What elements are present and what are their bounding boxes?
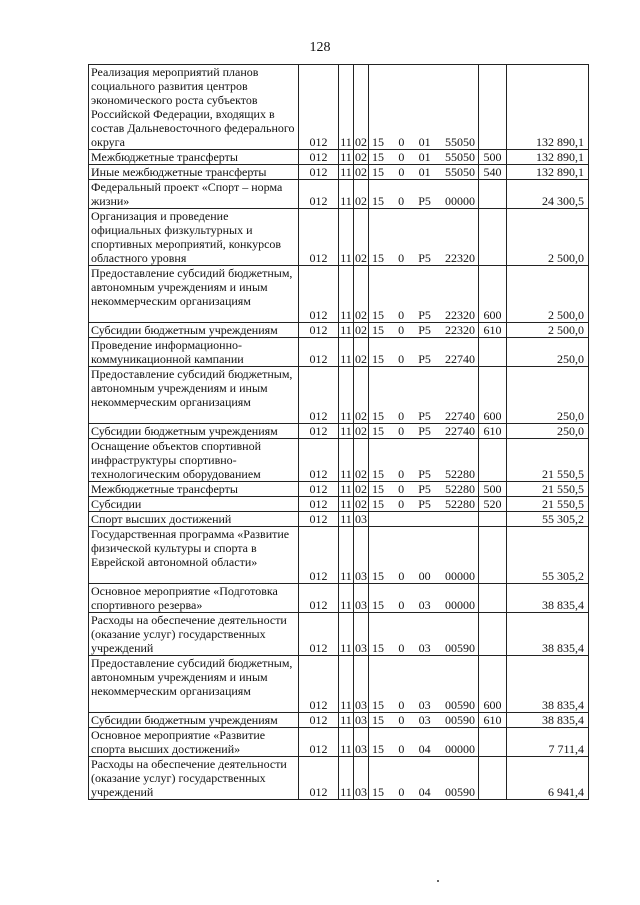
gr-code-cell: 012 bbox=[299, 512, 339, 527]
csr-program: 15 bbox=[372, 194, 384, 208]
csr-direction: 52280 bbox=[444, 497, 475, 511]
csr-subprogram: 0 bbox=[398, 409, 405, 423]
row-name-cell: Субсидии bbox=[89, 497, 299, 512]
table-row bbox=[89, 613, 589, 656]
csr-activity: 00 bbox=[418, 569, 431, 583]
table-row bbox=[89, 323, 589, 338]
csr-code-cell bbox=[369, 512, 479, 527]
csr-code bbox=[370, 598, 477, 612]
row-name-cell: Государственная программа «Развитие физической культуры и спорта в Еврейской автономной области» bbox=[89, 527, 299, 584]
vr-code-cell: 610 bbox=[479, 323, 507, 338]
table-row bbox=[89, 150, 589, 165]
csr-activity: P5 bbox=[418, 482, 431, 496]
csr-activity: P5 bbox=[418, 409, 431, 423]
csr-activity: P5 bbox=[418, 251, 431, 265]
csr-code-cell bbox=[369, 424, 479, 439]
pr-code-cell: 02 bbox=[355, 424, 367, 438]
table-row bbox=[89, 713, 589, 728]
csr-subprogram: 0 bbox=[398, 251, 405, 265]
csr-code-cell bbox=[369, 150, 479, 165]
sum-cell: 21 550,5 bbox=[507, 482, 589, 497]
pr-code-cell: 02 bbox=[355, 165, 367, 179]
pr-code-cell: 02 bbox=[355, 482, 367, 496]
gr-code-cell: 012 bbox=[299, 165, 339, 180]
csr-program: 15 bbox=[372, 165, 384, 179]
table-row bbox=[89, 527, 589, 584]
csr-activity: P5 bbox=[418, 194, 431, 208]
pr-code-cell: 03 bbox=[355, 512, 367, 526]
gr-code-cell: 012 bbox=[299, 482, 339, 497]
csr-direction: 00590 bbox=[444, 713, 475, 727]
csr-code bbox=[370, 308, 477, 322]
sum-cell: 2 500,0 bbox=[507, 266, 589, 323]
csr-program: 15 bbox=[372, 497, 384, 511]
csr-subprogram: 0 bbox=[398, 165, 405, 179]
gr-code-cell: 012 bbox=[299, 728, 339, 757]
rz-code-cell: 11 bbox=[340, 482, 352, 496]
table-row bbox=[89, 728, 589, 757]
pr-code-cell: 02 bbox=[354, 209, 369, 266]
pr-code-cell: 03 bbox=[354, 728, 369, 757]
row-name-cell: Межбюджетные трансферты bbox=[89, 150, 299, 165]
csr-program: 15 bbox=[372, 467, 384, 481]
gr-code-cell: 012 bbox=[299, 656, 339, 713]
sum-cell: 250,0 bbox=[507, 338, 589, 367]
csr-code bbox=[370, 323, 477, 337]
csr-direction: 55050 bbox=[444, 165, 475, 179]
vr-code-cell: 600 bbox=[479, 656, 507, 713]
gr-code-cell: 012 bbox=[299, 713, 339, 728]
gr-code-cell: 012 bbox=[299, 266, 339, 323]
csr-code bbox=[370, 150, 477, 164]
table-row bbox=[89, 584, 589, 613]
csr-subprogram: 0 bbox=[398, 150, 405, 164]
rz-code-cell: 11 bbox=[339, 757, 354, 800]
gr-code-cell: 012 bbox=[299, 338, 339, 367]
table-row bbox=[89, 209, 589, 266]
csr-code-cell bbox=[369, 323, 479, 338]
csr-subprogram: 0 bbox=[398, 785, 405, 799]
csr-activity: P5 bbox=[418, 467, 431, 481]
csr-direction: 55050 bbox=[444, 150, 475, 164]
gr-code-cell: 012 bbox=[299, 757, 339, 800]
pr-code-cell: 03 bbox=[355, 713, 367, 727]
csr-direction: 00590 bbox=[444, 698, 475, 712]
csr-code-cell bbox=[369, 497, 479, 512]
csr-code-cell bbox=[369, 584, 479, 613]
table-row bbox=[89, 439, 589, 482]
pr-code-cell: 03 bbox=[354, 656, 369, 713]
pr-code-cell: 02 bbox=[354, 338, 369, 367]
csr-code bbox=[370, 482, 477, 496]
csr-subprogram: 0 bbox=[398, 497, 405, 511]
gr-code-cell: 012 bbox=[299, 367, 339, 424]
rz-code-cell: 11 bbox=[339, 338, 354, 367]
vr-code-cell: 600 bbox=[479, 367, 507, 424]
csr-program: 15 bbox=[372, 569, 384, 583]
pr-code-cell: 03 bbox=[354, 584, 369, 613]
rz-code-cell: 11 bbox=[340, 323, 352, 337]
csr-code bbox=[370, 641, 477, 655]
rz-code-cell: 11 bbox=[339, 613, 354, 656]
csr-direction: 00000 bbox=[444, 569, 475, 583]
csr-code bbox=[370, 497, 477, 511]
csr-activity: 03 bbox=[418, 713, 431, 727]
gr-code-cell: 012 bbox=[299, 439, 339, 482]
vr-code-cell bbox=[479, 527, 507, 584]
pr-code-cell: 02 bbox=[354, 65, 369, 150]
rz-code-cell: 11 bbox=[339, 65, 354, 150]
csr-code-cell bbox=[369, 439, 479, 482]
sum-cell: 132 890,1 bbox=[507, 165, 589, 180]
csr-direction: 52280 bbox=[444, 467, 475, 481]
pr-code-cell: 02 bbox=[354, 439, 369, 482]
csr-activity: 01 bbox=[418, 150, 431, 164]
sum-cell: 2 500,0 bbox=[507, 209, 589, 266]
csr-direction: 55050 bbox=[444, 135, 475, 149]
csr-direction: 00590 bbox=[444, 641, 475, 655]
sum-cell: 55 305,2 bbox=[507, 527, 589, 584]
gr-code-cell: 012 bbox=[299, 323, 339, 338]
vr-code-cell: 610 bbox=[479, 713, 507, 728]
sum-cell: 38 835,4 bbox=[507, 613, 589, 656]
sum-cell: 38 835,4 bbox=[507, 656, 589, 713]
row-name-cell: Субсидии бюджетным учреждениям bbox=[89, 424, 299, 439]
table-row bbox=[89, 424, 589, 439]
csr-activity: P5 bbox=[418, 323, 431, 337]
csr-subprogram: 0 bbox=[398, 135, 405, 149]
csr-code-cell bbox=[369, 757, 479, 800]
csr-code-cell bbox=[369, 613, 479, 656]
table-row bbox=[89, 656, 589, 713]
rz-code-cell: 11 bbox=[339, 367, 354, 424]
vr-code-cell: 610 bbox=[479, 424, 507, 439]
gr-code-cell: 012 bbox=[299, 497, 339, 512]
row-name-cell: Предоставление субсидий бюджетным, автономным учреждениям и иным некоммерческим организациям bbox=[89, 656, 299, 713]
csr-subprogram: 0 bbox=[398, 713, 405, 727]
rz-code-cell: 11 bbox=[339, 439, 354, 482]
csr-subprogram: 0 bbox=[398, 194, 405, 208]
csr-activity: 04 bbox=[418, 785, 431, 799]
budget-table bbox=[88, 64, 589, 800]
csr-subprogram: 0 bbox=[398, 352, 405, 366]
csr-activity: 04 bbox=[418, 742, 431, 756]
csr-direction: 22320 bbox=[444, 323, 475, 337]
row-name-cell: Проведение информационно-коммуникационной кампании bbox=[89, 338, 299, 367]
rz-code-cell: 11 bbox=[339, 180, 354, 209]
csr-code-cell bbox=[369, 209, 479, 266]
row-name-cell: Расходы на обеспечение деятельности (оказание услуг) государственных учреждений bbox=[89, 757, 299, 800]
vr-code-cell bbox=[479, 180, 507, 209]
csr-program: 15 bbox=[372, 698, 384, 712]
vr-code-cell bbox=[479, 584, 507, 613]
gr-code-cell: 012 bbox=[299, 180, 339, 209]
gr-code-cell: 012 bbox=[299, 613, 339, 656]
pr-code-cell: 02 bbox=[355, 150, 367, 164]
rz-code-cell: 11 bbox=[340, 424, 352, 438]
csr-code-cell bbox=[369, 180, 479, 209]
vr-code-cell bbox=[479, 65, 507, 150]
csr-subprogram: 0 bbox=[398, 598, 405, 612]
row-name-cell: Предоставление субсидий бюджетным, автономным учреждениям и иным некоммерческим организациям bbox=[89, 266, 299, 323]
csr-code-cell bbox=[369, 713, 479, 728]
csr-activity: 03 bbox=[418, 641, 431, 655]
csr-activity: 03 bbox=[418, 598, 431, 612]
sum-cell: 55 305,2 bbox=[507, 512, 589, 527]
table-row bbox=[89, 180, 589, 209]
csr-program: 15 bbox=[372, 482, 384, 496]
csr-code bbox=[370, 742, 477, 756]
csr-code-cell bbox=[369, 482, 479, 497]
table-row bbox=[89, 65, 589, 150]
rz-code-cell: 11 bbox=[339, 656, 354, 713]
pr-code-cell: 02 bbox=[354, 180, 369, 209]
csr-code-cell bbox=[369, 65, 479, 150]
row-name-cell: Субсидии бюджетным учреждениям bbox=[89, 713, 299, 728]
csr-subprogram: 0 bbox=[398, 641, 405, 655]
gr-code-cell: 012 bbox=[299, 65, 339, 150]
pr-code-cell: 02 bbox=[355, 323, 367, 337]
gr-code-cell: 012 bbox=[299, 527, 339, 584]
sum-cell: 2 500,0 bbox=[507, 323, 589, 338]
csr-code bbox=[370, 165, 477, 179]
csr-direction: 22740 bbox=[444, 352, 475, 366]
row-name-cell: Основное мероприятие «Подготовка спортивного резерва» bbox=[89, 584, 299, 613]
sum-cell: 6 941,4 bbox=[507, 757, 589, 800]
csr-activity: 01 bbox=[418, 135, 431, 149]
vr-code-cell bbox=[479, 512, 507, 527]
table-row bbox=[89, 497, 589, 512]
table-row bbox=[89, 165, 589, 180]
csr-activity: P5 bbox=[418, 497, 431, 511]
csr-direction: 00000 bbox=[444, 598, 475, 612]
csr-subprogram: 0 bbox=[398, 308, 405, 322]
row-name-cell: Организация и проведение официальных физкультурных и спортивных мероприятий, конкурсов областного уровня bbox=[89, 209, 299, 266]
csr-program: 15 bbox=[372, 641, 384, 655]
csr-code-cell bbox=[369, 728, 479, 757]
vr-code-cell bbox=[479, 757, 507, 800]
csr-code-cell bbox=[369, 367, 479, 424]
csr-program: 15 bbox=[372, 742, 384, 756]
rz-code-cell: 11 bbox=[340, 512, 352, 526]
rz-code-cell: 11 bbox=[340, 497, 352, 511]
pr-code-cell: 03 bbox=[354, 613, 369, 656]
vr-code-cell bbox=[479, 209, 507, 266]
table-row bbox=[89, 367, 589, 424]
row-name-cell: Оснащение объектов спортивной инфраструктуры спортивно-технологическим оборудованием bbox=[89, 439, 299, 482]
csr-activity: P5 bbox=[418, 424, 431, 438]
csr-program: 15 bbox=[372, 251, 384, 265]
rz-code-cell: 11 bbox=[339, 209, 354, 266]
sum-cell: 250,0 bbox=[507, 367, 589, 424]
csr-program: 15 bbox=[372, 713, 384, 727]
rz-code-cell: 11 bbox=[339, 584, 354, 613]
row-name-cell: Основное мероприятие «Развитие спорта высших достижений» bbox=[89, 728, 299, 757]
csr-subprogram: 0 bbox=[398, 424, 405, 438]
csr-code bbox=[370, 467, 477, 481]
csr-code bbox=[370, 424, 477, 438]
table-row bbox=[89, 338, 589, 367]
page-number: 128 bbox=[309, 40, 331, 55]
csr-code bbox=[370, 569, 477, 583]
vr-code-cell bbox=[479, 439, 507, 482]
csr-program: 15 bbox=[372, 135, 384, 149]
csr-code bbox=[370, 698, 477, 712]
csr-subprogram: 0 bbox=[398, 323, 405, 337]
csr-activity: P5 bbox=[418, 352, 431, 366]
vr-code-cell bbox=[479, 338, 507, 367]
table-row bbox=[89, 482, 589, 497]
csr-code bbox=[370, 409, 477, 423]
csr-code-cell bbox=[369, 656, 479, 713]
table-row bbox=[89, 757, 589, 800]
vr-code-cell bbox=[479, 613, 507, 656]
row-name-cell: Реализация мероприятий планов социального развития центров экономического роста субъектов Российской Федерации, входящих в состав Дальневосточного федерального округа bbox=[89, 65, 299, 150]
csr-code-cell bbox=[369, 266, 479, 323]
row-name-cell: Федеральный проект «Спорт – норма жизни» bbox=[89, 180, 299, 209]
csr-direction: 52280 bbox=[444, 482, 475, 496]
csr-code-cell bbox=[369, 165, 479, 180]
vr-code-cell: 540 bbox=[479, 165, 507, 180]
csr-direction: 22740 bbox=[444, 424, 475, 438]
csr-code bbox=[370, 713, 477, 727]
table-row bbox=[89, 266, 589, 323]
sum-cell: 24 300,5 bbox=[507, 180, 589, 209]
row-name-cell: Предоставление субсидий бюджетным, автономным учреждениям и иным некоммерческим организациям bbox=[89, 367, 299, 424]
gr-code-cell: 012 bbox=[299, 209, 339, 266]
vr-code-cell: 600 bbox=[479, 266, 507, 323]
csr-program: 15 bbox=[372, 424, 384, 438]
page-dot bbox=[437, 880, 439, 882]
csr-direction: 22320 bbox=[444, 251, 475, 265]
csr-subprogram: 0 bbox=[398, 569, 405, 583]
csr-program: 15 bbox=[372, 323, 384, 337]
csr-activity: 03 bbox=[418, 698, 431, 712]
vr-code-cell: 500 bbox=[479, 482, 507, 497]
vr-code-cell bbox=[479, 728, 507, 757]
csr-direction: 00590 bbox=[444, 785, 475, 799]
sum-cell: 38 835,4 bbox=[507, 584, 589, 613]
row-name-cell: Спорт высших достижений bbox=[89, 512, 299, 527]
pr-code-cell: 03 bbox=[354, 527, 369, 584]
sum-cell: 38 835,4 bbox=[507, 713, 589, 728]
row-name-cell: Расходы на обеспечение деятельности (оказание услуг) государственных учреждений bbox=[89, 613, 299, 656]
csr-direction: 00000 bbox=[444, 194, 475, 208]
csr-program: 15 bbox=[372, 308, 384, 322]
gr-code-cell: 012 bbox=[299, 424, 339, 439]
csr-direction: 22320 bbox=[444, 308, 475, 322]
pr-code-cell: 02 bbox=[355, 497, 367, 511]
rz-code-cell: 11 bbox=[340, 713, 352, 727]
row-name-cell: Иные межбюджетные трансферты bbox=[89, 165, 299, 180]
csr-activity: 01 bbox=[418, 165, 431, 179]
csr-code bbox=[370, 194, 477, 208]
vr-code-cell: 500 bbox=[479, 150, 507, 165]
gr-code-cell: 012 bbox=[299, 584, 339, 613]
pr-code-cell: 02 bbox=[354, 367, 369, 424]
rz-code-cell: 11 bbox=[339, 728, 354, 757]
sum-cell: 21 550,5 bbox=[507, 439, 589, 482]
sum-cell: 132 890,1 bbox=[507, 150, 589, 165]
csr-activity: P5 bbox=[418, 308, 431, 322]
table-row bbox=[89, 512, 589, 527]
sum-cell: 21 550,5 bbox=[507, 497, 589, 512]
csr-subprogram: 0 bbox=[398, 742, 405, 756]
csr-direction: 00000 bbox=[444, 742, 475, 756]
csr-program: 15 bbox=[372, 150, 384, 164]
csr-code-cell bbox=[369, 338, 479, 367]
csr-subprogram: 0 bbox=[398, 482, 405, 496]
csr-program: 15 bbox=[372, 598, 384, 612]
csr-code-cell bbox=[369, 527, 479, 584]
csr-program: 15 bbox=[372, 352, 384, 366]
csr-code bbox=[370, 352, 477, 366]
row-name-cell: Межбюджетные трансферты bbox=[89, 482, 299, 497]
vr-code-cell: 520 bbox=[479, 497, 507, 512]
csr-code bbox=[370, 785, 477, 799]
rz-code-cell: 11 bbox=[340, 150, 352, 164]
rz-code-cell: 11 bbox=[340, 165, 352, 179]
csr-code bbox=[370, 251, 477, 265]
csr-subprogram: 0 bbox=[398, 467, 405, 481]
rz-code-cell: 11 bbox=[339, 266, 354, 323]
sum-cell: 132 890,1 bbox=[507, 65, 589, 150]
pr-code-cell: 03 bbox=[354, 757, 369, 800]
csr-program: 15 bbox=[372, 785, 384, 799]
sum-cell: 7 711,4 bbox=[507, 728, 589, 757]
csr-program: 15 bbox=[372, 409, 384, 423]
sum-cell: 250,0 bbox=[507, 424, 589, 439]
pr-code-cell: 02 bbox=[354, 266, 369, 323]
rz-code-cell: 11 bbox=[339, 527, 354, 584]
gr-code-cell: 012 bbox=[299, 150, 339, 165]
csr-code bbox=[370, 135, 477, 149]
csr-subprogram: 0 bbox=[398, 698, 405, 712]
row-name-cell: Субсидии бюджетным учреждениям bbox=[89, 323, 299, 338]
csr-direction: 22740 bbox=[444, 409, 475, 423]
